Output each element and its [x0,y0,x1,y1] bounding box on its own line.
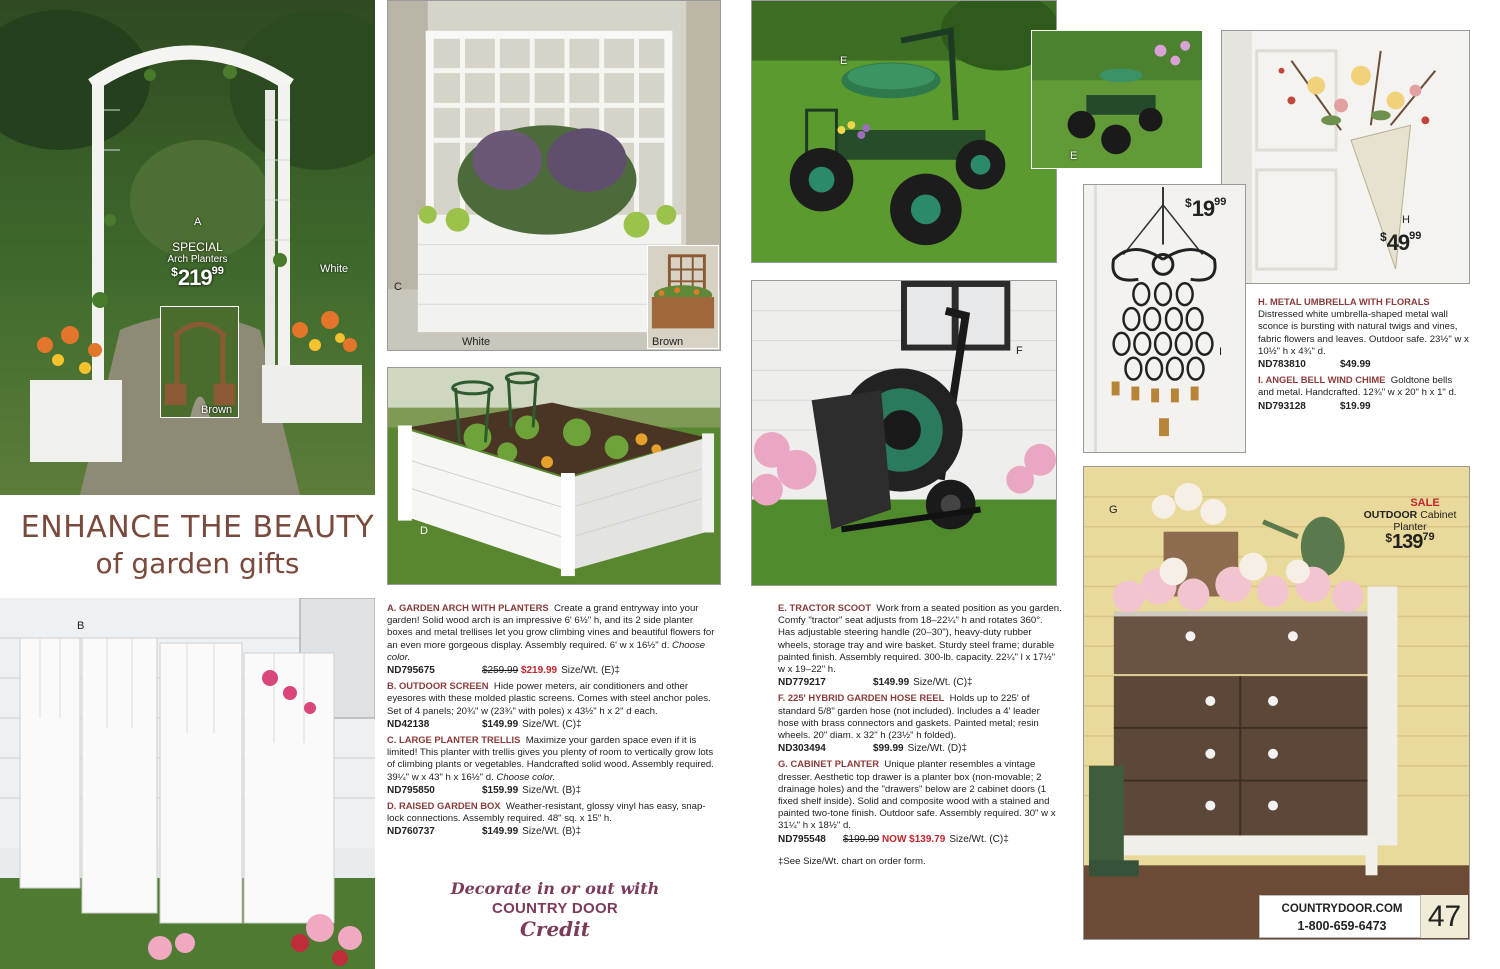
item-a-text: Create a grand entryway into your garden! Solid wood arch is an impressive 6' 6½" h, and its 2 side planter boxes and metal trellises let you grow climbing vines and beautiful flowers for an even more gorgeous display. Assembly required. 6' w x 16½" d. [387,603,715,651]
item-f-title: F. 225' HYBRID GARDEN HOSE REEL [778,692,945,704]
item-a-old-price: $259.99 [482,665,519,677]
item-f-order-row [778,743,1062,755]
item-g-order-row [778,834,1062,846]
item-descriptions-right [778,602,1062,871]
phone-number[interactable]: 1-800-659-6473 [1297,919,1387,933]
item-c-price: $159.99 [482,784,519,796]
photo-c-color-brown: Brown [652,336,684,348]
item-b [387,680,721,731]
photo-h-letter: H [1402,214,1410,226]
credit-line1: Decorate in or out with [450,879,660,898]
item-h-order-row [1258,359,1470,371]
item-b-price: $149.99 [482,718,519,730]
credit-line2: COUNTRY DOOR [491,900,619,917]
item-a-order-row [387,665,721,677]
price-cents: 99 [1409,230,1422,242]
headline [0,510,395,580]
item-f-sku: ND303494 [778,743,826,755]
item-a-title: A. GARDEN ARCH WITH PLANTERS [387,602,549,613]
photo-a-price-callout [160,240,235,291]
item-a-note: Choose color. [387,639,706,663]
dollar-sign: $ [1185,196,1192,210]
item-a [387,602,721,677]
photo-a-brown-inset[interactable] [160,306,239,418]
photo-e-inset-letter: E [1070,150,1078,162]
photo-c-color-white: White [462,336,491,348]
item-i [1258,374,1470,413]
sale-label: SALE [1410,497,1440,509]
cabinet-price [1355,531,1465,554]
item-f-price: $99.99 [873,743,904,755]
price-main: 219 [177,265,212,290]
item-d-title: D. RAISED GARDEN BOX [387,800,501,812]
dollar-sign: $ [1385,531,1393,545]
item-a-size-weight: Size/Wt. (E)‡ [561,665,620,677]
photo-a-color-white: White [320,263,349,275]
item-i-sku: ND793128 [1258,400,1306,412]
item-f-text: Holds up to 225' of standard 5/8" garden hose (not included). Includes a 4' leader hose with brass connectors and gaskets. Painted metal; resin wheels. 20" diam. x 32" h (23½" h folded). [778,693,1040,742]
raised-garden-box-image [388,368,720,584]
hose-reel-image [752,281,1056,585]
umbrella-sconce-image [1222,31,1469,283]
item-g-now-price: NOW $139.79 [881,833,946,845]
item-c-sku: ND795850 [387,784,435,796]
item-g-size-weight: Size/Wt. (C)‡ [949,833,1009,845]
item-h [1258,296,1470,371]
brown-trellis-image [648,246,718,348]
item-d-price: $149.99 [482,826,519,838]
price-main: 139 [1392,531,1423,553]
photo-e-inset[interactable] [1031,30,1203,169]
photo-outdoor-screen[interactable] [0,598,375,969]
item-b-order-row [387,719,721,731]
item-e-text: Work from a seated position as you garden. Comfy "tractor" seat adjusts from 18–22¼" h and rotates 360°. Has adjustable steering handle (20–30"), heavy-duty rubber wheels, storage tray and wire basket. Sturdy steel frame; durable painted finish. Assembly required. 300-lb. capacity. 22¼" l x 17½" w x 19–22" h. [778,603,1062,676]
item-c-text: Maximize your garden space even if it is limited! This planter with trellis gives you plenty of room to vertically grow lots of climbing plants or vegetables. Handcrafted solid wood. Assembly required. 39¼" w x 43" h x 16½" d. [387,735,714,783]
item-i-title: I. ANGEL BELL WIND CHIME [1258,374,1386,386]
photo-c-letter: C [394,281,402,293]
contact-box [1259,895,1467,938]
item-i-order-row [1258,401,1470,413]
item-c-size-weight: Size/Wt. (B)‡ [522,784,582,796]
photo-f-letter: F [1016,345,1023,357]
wind-chime-image [1084,185,1245,452]
item-g-sku: ND795548 [778,833,826,845]
item-d-order-row [387,826,721,838]
item-f-size-weight: Size/Wt. (D)‡ [907,743,968,755]
tractor-scoot-image [752,1,1056,262]
headline-line2: of garden gifts [95,547,300,580]
tractor-scoot-inset-image [1032,31,1202,168]
item-e-title: E. TRACTOR SCOOT [778,602,872,613]
umbrella-price [1380,230,1421,256]
item-f [778,692,1062,755]
photo-raised-garden-box[interactable] [387,367,721,585]
price-main: 49 [1386,230,1410,255]
item-b-title: B. OUTDOOR SCREEN [387,680,489,692]
credit-line3: Credit [520,917,590,941]
dollar-sign: $ [171,265,178,279]
item-e-order-row [778,677,1062,689]
item-c-note: Choose color. [496,771,556,783]
photo-umbrella-sconce[interactable] [1221,30,1470,284]
cabinet-name-line1 [1355,509,1465,521]
outdoor-label: OUTDOOR [1363,509,1418,521]
price-cents: 99 [1214,196,1227,208]
item-c-title: C. LARGE PLANTER TRELLIS [387,734,521,746]
special-label: SPECIAL [172,240,223,254]
item-c [387,734,721,797]
item-g-text: Unique planter resembles a vintage dresser. Aesthetic top drawer is a planter box (non-movable; 2 drainage holes) and the "drawers" below are 2 cabinet doors (1 fixed shelf inside). Solid and composite wood with a stained and painted two-tone finish. Outdoor safe. Assembly required. 30" w x 31¼" h x 18½" d. [778,759,1056,832]
item-b-sku: ND42138 [387,718,430,730]
price-main: 19 [1191,196,1215,221]
item-c-order-row [387,785,721,797]
photo-hose-reel[interactable] [751,280,1057,586]
item-e-price: $149.99 [873,677,910,689]
page-number-box [1420,895,1468,938]
item-h-text: Distressed white umbrella-shaped metal wall sconce is bursting with natural twigs and vines, fabric flowers and leaves. Outdoor safe. 23½" w x 10½" h x 4¾" d. [1258,309,1469,357]
photo-a-color-brown: Brown [201,404,233,416]
photo-a-letter: A [194,216,202,228]
item-d-text: Weather-resistant, glossy vinyl has easy, snap-lock connections. Assembly required. 48" sq. x 15" h. [387,801,706,825]
photo-d-letter: D [420,525,428,537]
item-g-old-price: $199.99 [843,833,880,845]
photo-wind-chime[interactable] [1083,184,1246,453]
item-h-title: H. METAL UMBRELLA WITH FLORALS [1258,296,1430,307]
item-d-size-weight: Size/Wt. (B)‡ [522,826,582,838]
website[interactable]: COUNTRYDOOR.COM [1281,903,1403,915]
item-h-price: $49.99 [1340,359,1371,371]
photo-i-letter: I [1219,346,1223,358]
price-cents: 99 [211,265,224,277]
photo-g-letter: G [1109,504,1118,516]
item-b-size-weight: Size/Wt. (C)‡ [522,718,582,730]
photo-b-letter: B [77,620,85,632]
page-number: 47 [1427,900,1462,933]
item-a-price: $219.99 [520,665,558,677]
item-descriptions-hi [1258,296,1470,416]
item-d [387,800,721,839]
item-e-size-weight: Size/Wt. (C)‡ [913,677,973,689]
photo-c-brown-inset[interactable] [647,245,719,349]
photo-tractor-scoot[interactable] [751,0,1057,263]
item-b-text: Hide power meters, air conditioners and other eyesores with these molded plastic screens. Comes with steel anchor poles. Set of 4 panels; 20¾" w (23¾" with poles) x 43½" h x 2" d each. [387,681,711,717]
outdoor-screen-image [0,598,375,969]
item-g [778,758,1062,845]
item-d-sku: ND760737 [387,826,435,838]
photo-e-letter: E [840,55,848,67]
item-e [778,602,1062,689]
cabinet-label: Cabinet [1420,509,1457,521]
item-g-title: G. CABINET PLANTER [778,758,880,770]
item-i-price: $19.99 [1340,400,1371,412]
headline-line1: ENHANCE THE BEAUTY [20,510,375,545]
cabinet-name-line2: Planter [1393,521,1427,533]
wind-chime-price [1185,196,1226,222]
dollar-sign: $ [1380,230,1387,244]
arch-planters-label: Arch Planters [167,254,228,265]
price-cents: 79 [1422,531,1435,543]
item-e-sku: ND779217 [778,677,826,689]
arch-price [160,265,235,291]
credit-promo[interactable] [430,879,680,941]
item-descriptions-left [387,602,721,842]
footnote: ‡See Size/Wt. chart on order form. [778,855,926,867]
brown-arch-image [161,307,238,417]
cabinet-price-callout [1355,497,1465,554]
item-i-text: Goldtone bells and metal. Handcrafted. 12¾" w x 20" h x 1" d. [1258,375,1457,399]
item-h-sku: ND783810 [1258,359,1306,371]
item-a-sku: ND795675 [387,665,435,677]
